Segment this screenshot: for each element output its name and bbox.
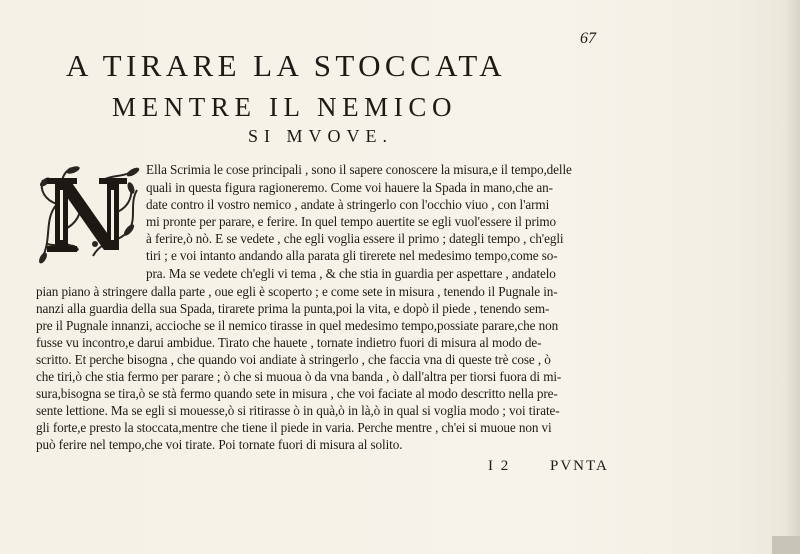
title-line-2: MENTRE IL NEMICO — [112, 92, 458, 122]
text-line: Ella Scrimia le cose principali , sono il sapere conoscere la misura,e il tempo,delle — [146, 162, 572, 177]
text-line: può ferire nel tempo,che voi tirate. Poi tornate fuori di misura al solito. — [36, 437, 403, 452]
signature-mark: I 2 — [488, 458, 511, 474]
text-line: date contro il vostro nemico , andate à stringerlo con l'occhio viuo , con l'armi — [146, 197, 550, 212]
text-line: pian piano à stringere dalla parte , oue egli è scoperto ; e come sete in misura , tenendo il Pugnale in- — [36, 284, 558, 299]
text-line: pra. Ma se vedete ch'egli vi tema , & che stia in guardia per aspettare , andatelo — [146, 266, 556, 281]
text-line: gli forte,e presto la stoccata,mentre che tiene il piede in varia. Perche mentre , ch'ei si muoue non vi — [36, 420, 552, 435]
text-line: pre il Pugnale innanzi, accioche se il nemico tirasse in quel medesimo tempo,possiate parare,che non — [36, 318, 559, 333]
title-line-1: A TIRARE LA STOCCATA — [66, 48, 507, 83]
catchword: PVNTA — [550, 458, 609, 474]
page-corner-shadow — [772, 536, 800, 554]
text-line: scritto. Et perche bisogna , che quando voi andiate à stringerlo , che faccia vna di queste trè cose , ò — [36, 352, 551, 367]
title-line-3: SI MVOVE. — [248, 126, 394, 146]
text-line: sura,bisogna se tira,ò se stà fermo quando sete in misura , che voi faciate al modo descritto nella pre- — [36, 386, 558, 401]
text-line: mi pronte per parare, e ferire. In quel tempo auertite se egli vuol'essere il primo — [146, 214, 557, 229]
text-line: à ferire,ò nò. E se vedete , che egli voglia essere il primo ; dategli tempo , ch'egli — [146, 231, 564, 246]
text-line: fusse vu incontro,e darui ambidue. Tirato che hauete , tornate indietro fuori di misura al modo de- — [36, 335, 542, 350]
text-line: quali in questa figura ragioneremo. Come voi hauere la Spada in mano,che an- — [146, 180, 553, 195]
text-line: tiri ; e voi intanto andando alla parata gli tirerete nel medesimo tempo,come so- — [146, 248, 558, 263]
text-line: sente lettione. Ma se egli si mouesse,ò si ritirasse ò in quà,ò in là,ò in qual si voglia modo ; voi tirate- — [36, 403, 560, 418]
page-number: 67 — [580, 30, 596, 47]
text-line: nanzi alla guardia della sua Spada, tirarete prima la punta,poi la vita, e dopò il piede , tenendo sem- — [36, 301, 550, 316]
text-line: che tiri,ò che stia fermo per parare ; ò che si muoua ò da vna banda , ò dall'altra per tiorsi fuora di mi- — [36, 369, 562, 384]
page-edge-shadow — [786, 0, 800, 554]
